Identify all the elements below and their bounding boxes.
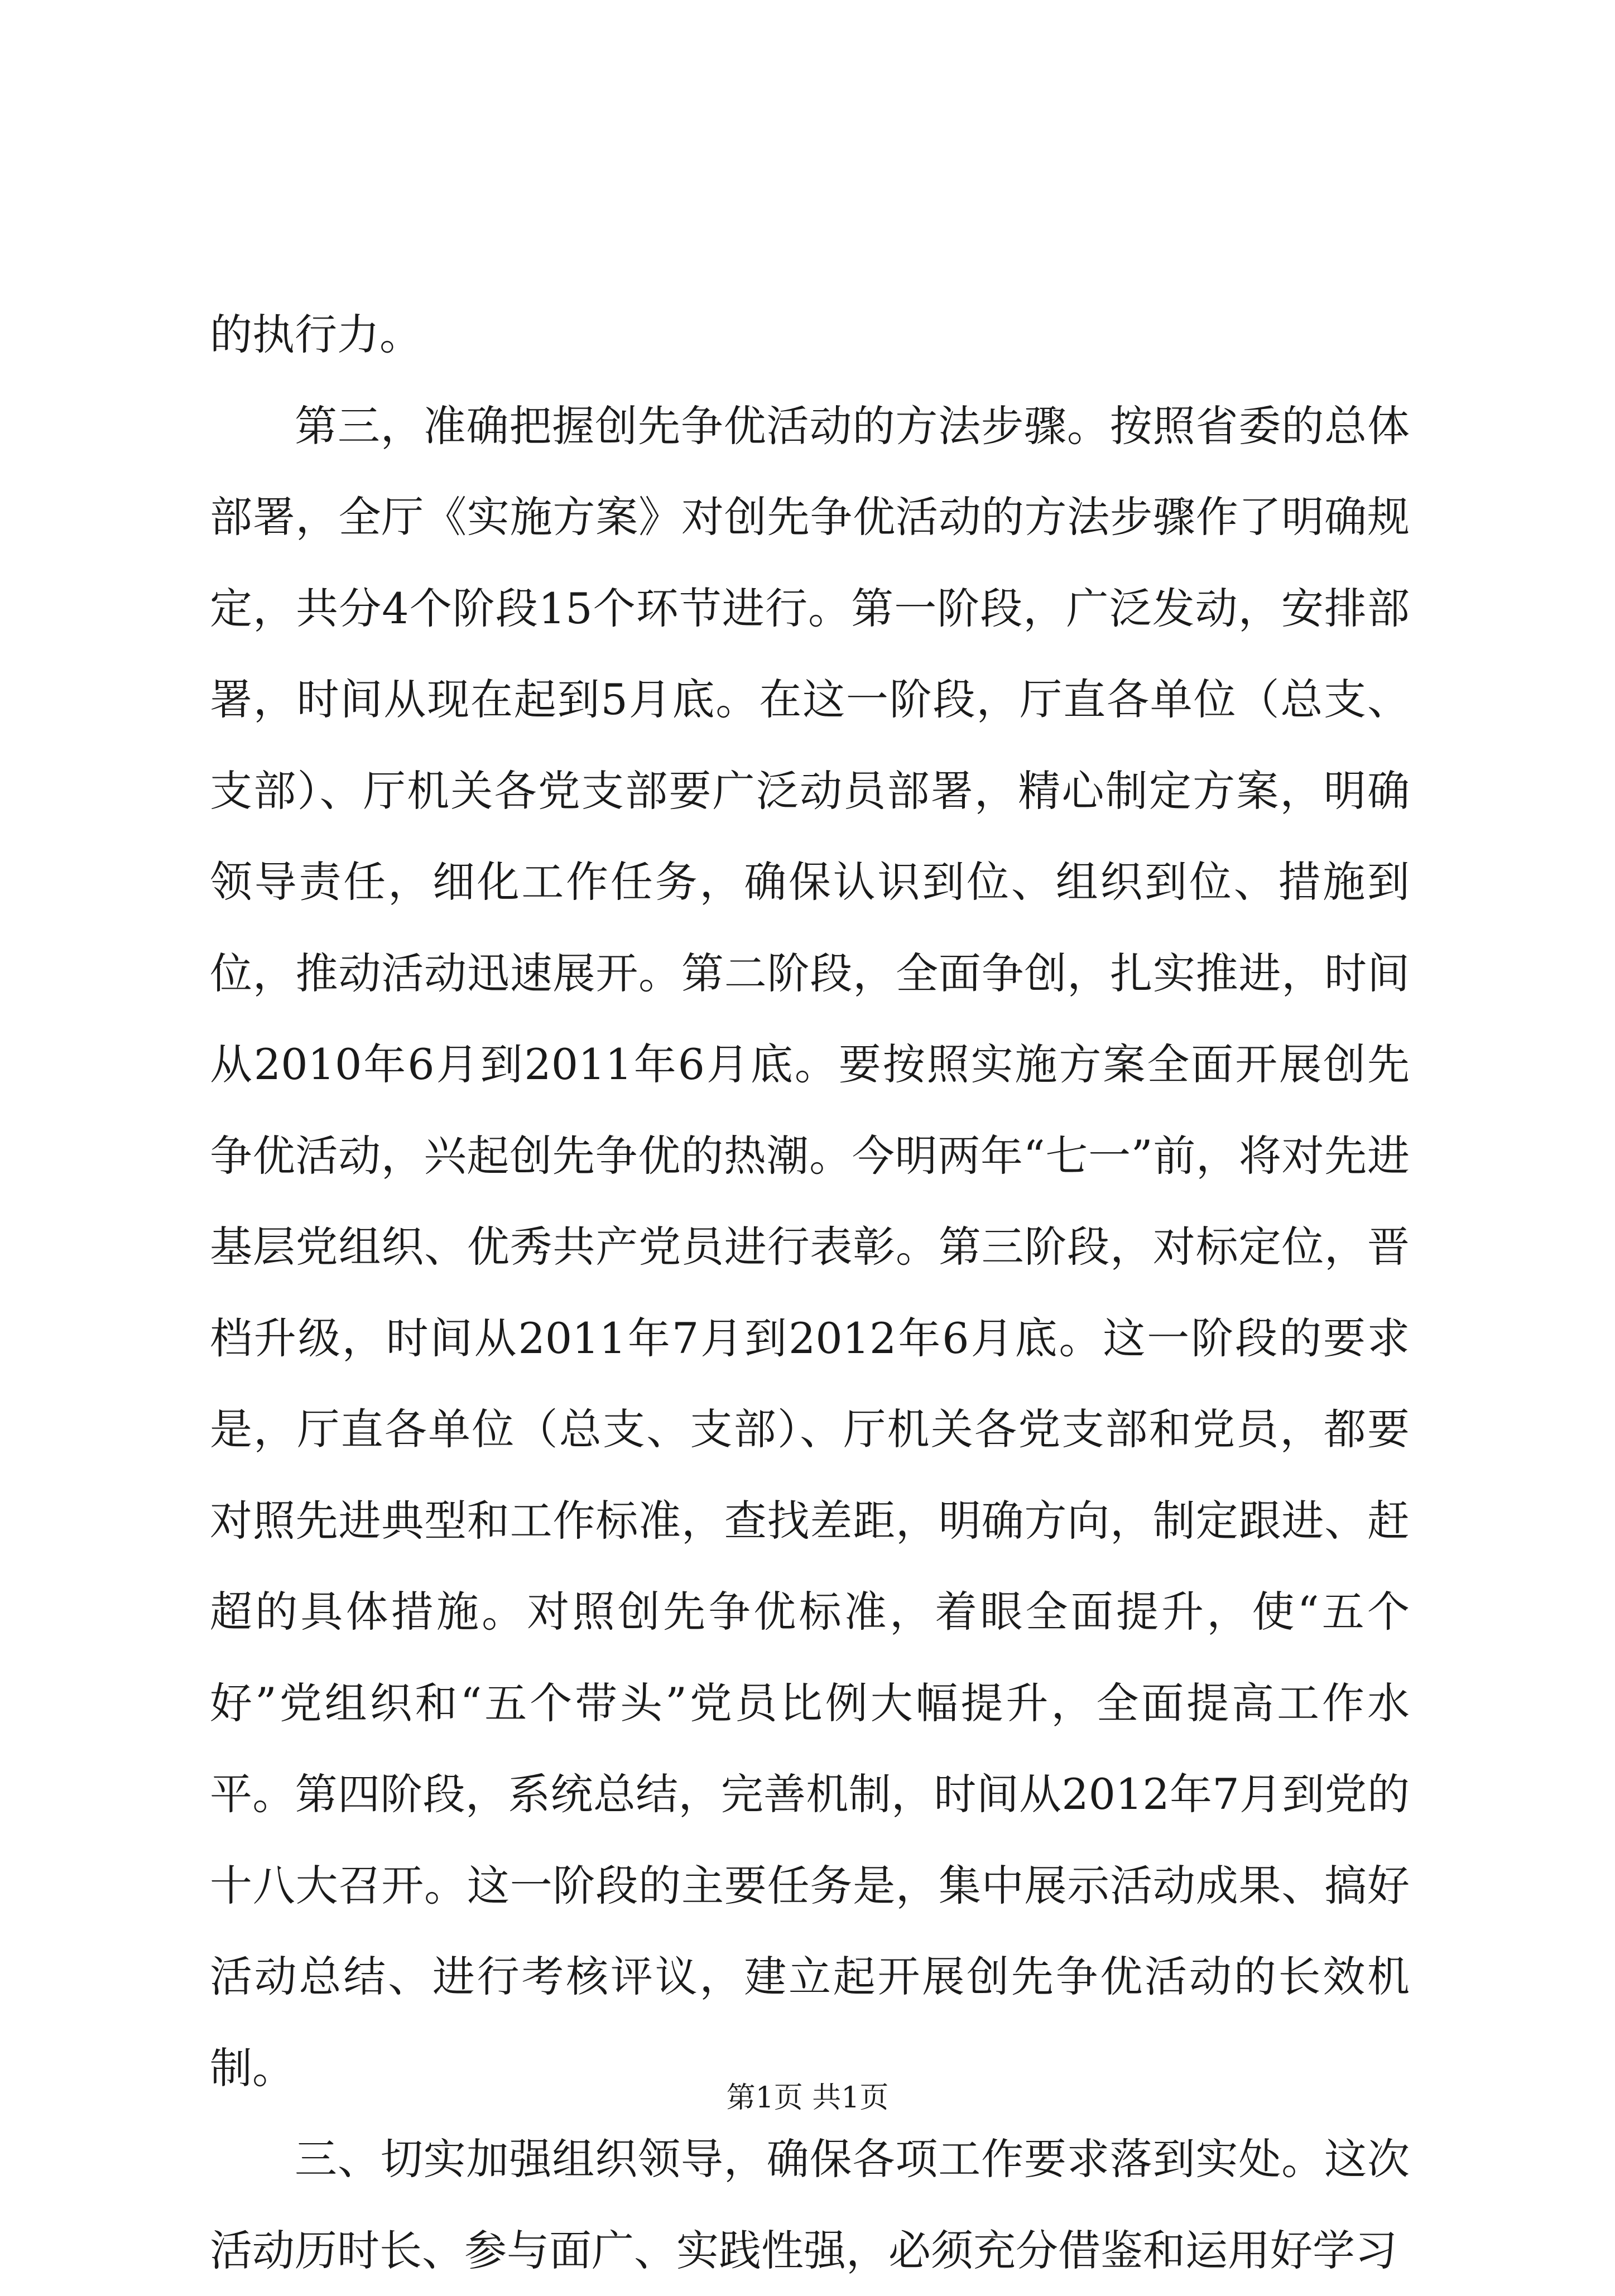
paragraph-method-steps: 第三，准确把握创先争优活动的方法步骤。按照省委的总体部署，全厅《实施方案》对创先争优活动的方法步骤作了明确规定，共分4个阶段15个环节进行。第一阶段，广泛发动，安排部署，时间从现在起到5月底。在这一阶段，厅直各单位（总支、支部）、厅机关各党支部要广泛动员部署，精心制定方案，明确领导责任，细化工作任务，确保认识到位、组织到位、措施到位，推动活动迅速展开。第二阶段，全面争创，扎实推进，时间从2010年6月到2011年6月底。要按照实施方案全面开展创先争优活动，兴起创先争优的热潮。今明两年“七一”前，将对先进基层党组织、优秀共产党员进行表彰。第三阶段，对标定位，晋档升级，时间从2011年7月到2012年6月底。这一阶段的要求是，厅直各单位（总支、支部）、厅机关各党支部和党员，都要对照先进典型和工作标准，查找差距，明确方向，制定跟进、赶超的具体措施。对照创先争优标准，着眼全面提升，使“五个好”党组织和“五个带头”党员比例大幅提升，全面提高工作水平。第四阶段，系统总结，完善机制，时间从2012年7月到党的十八大召开。这一阶段的主要任务是，集中展示活动成果、搞好活动总结、进行考核评议，建立起开展创先争优活动的长效机制。 (210, 401, 1410, 2093)
paragraph-continuation: 的执行力。 (210, 310, 422, 359)
page-footer: 第1页 共1页 (726, 2081, 889, 2115)
document-body (210, 289, 1410, 2296)
paragraph-organization-leadership: 三、切实加强组织领导，确保各项工作要求落到实处。这次活动历时长、参与面广、实践性强，必须充分借鉴和运用好学习 (210, 2134, 1410, 2275)
